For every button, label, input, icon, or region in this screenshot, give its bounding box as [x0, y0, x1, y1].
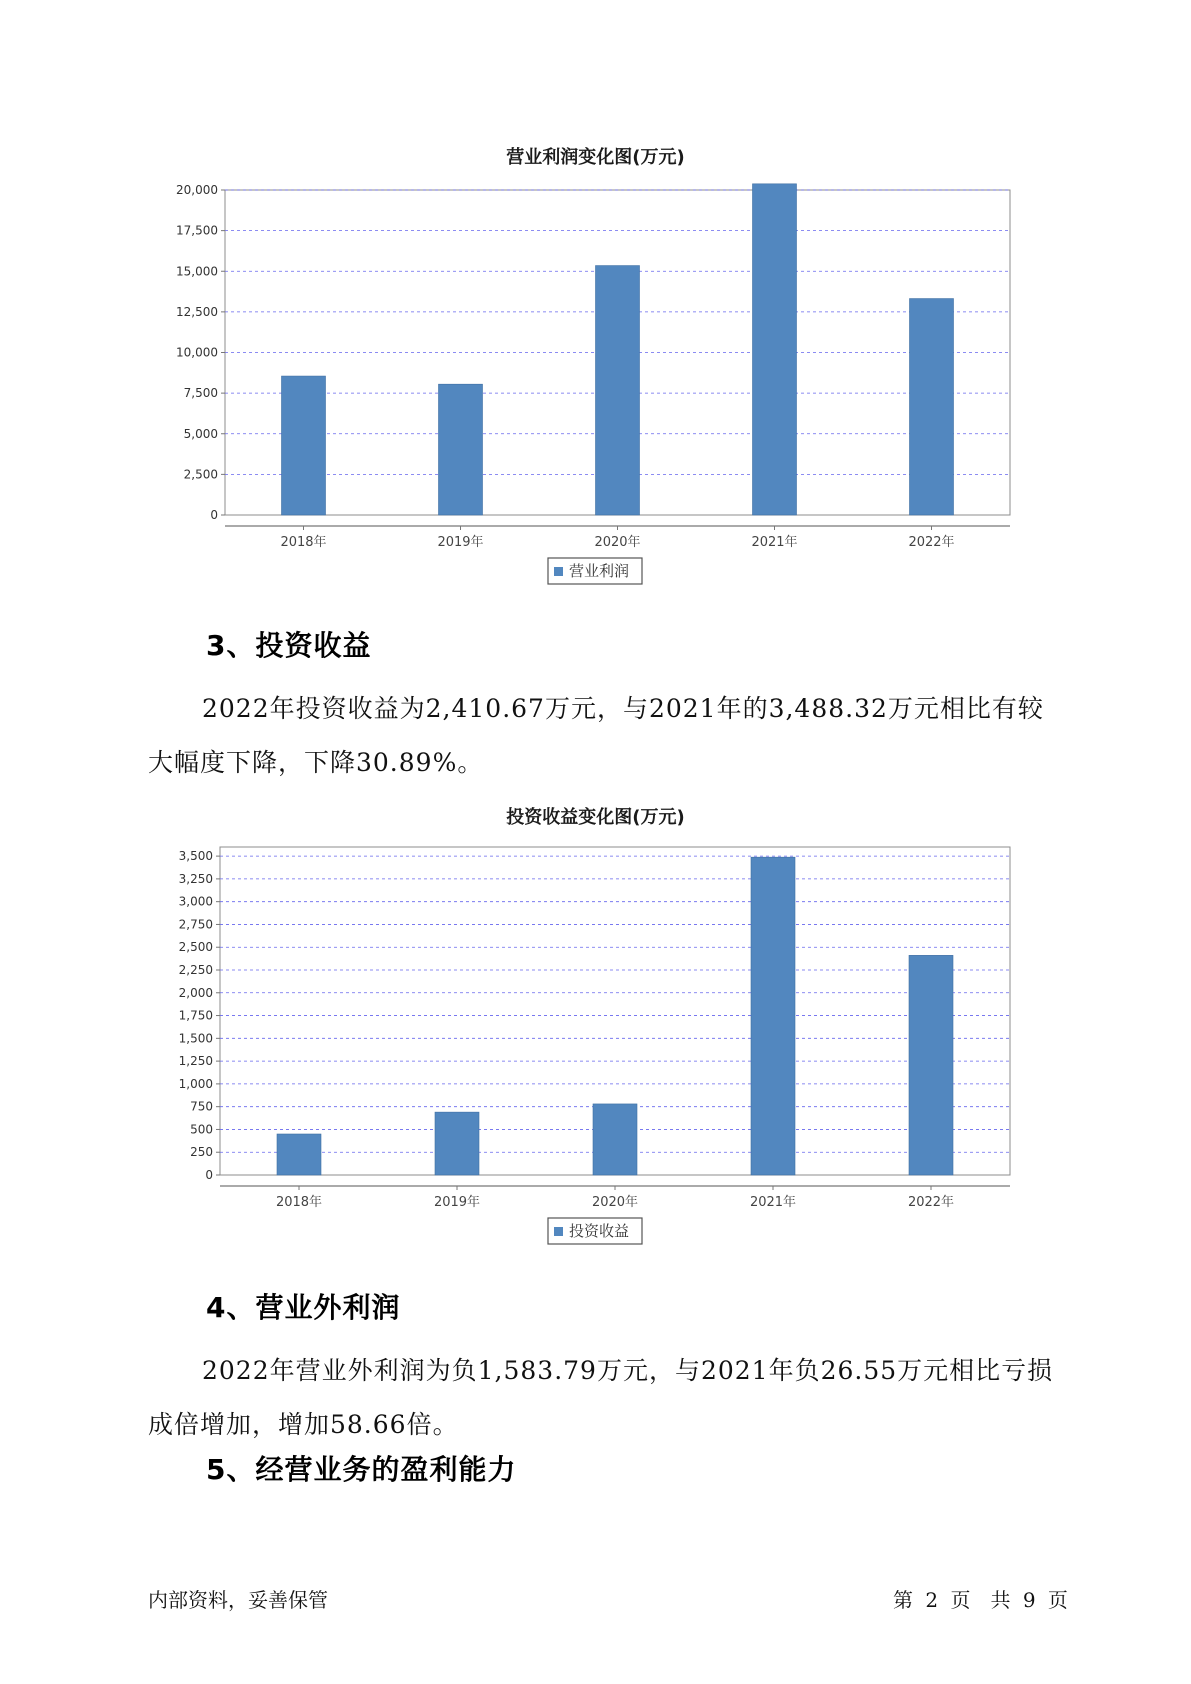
y-tick-label: 500	[190, 1122, 213, 1137]
y-tick-label: 1,500	[178, 1031, 213, 1046]
y-tick-label: 12,500	[176, 304, 218, 319]
non-operating-profit-paragraph: 2022年营业外利润为负1,583.79万元，与2021年负26.55万元相比亏损成倍增加，增加58.66倍。	[148, 1356, 1054, 1439]
y-tick-label: 1,750	[178, 1008, 213, 1023]
y-tick-label: 3,000	[178, 894, 213, 909]
y-tick-label: 20,000	[176, 183, 218, 197]
page-mid: 页 共	[950, 1588, 1011, 1612]
y-tick-label: 750	[190, 1099, 213, 1114]
chart-title-investment-income: 投资收益变化图(万元)	[506, 807, 685, 828]
x-tick-label: 2022年	[908, 535, 955, 550]
total-pages: 9	[1022, 1588, 1036, 1612]
x-tick-label: 2021年	[751, 535, 798, 550]
page-prefix: 第	[893, 1588, 913, 1612]
legend-label: 投资收益	[569, 1222, 630, 1240]
y-tick-label: 3,500	[178, 849, 213, 864]
y-tick-label: 2,500	[183, 467, 218, 482]
y-tick-label: 2,750	[178, 917, 213, 932]
y-tick-label: 1,250	[178, 1054, 213, 1069]
x-tick-label: 2018年	[275, 1195, 323, 1210]
y-tick-label: 10,000	[176, 345, 218, 360]
legend-label: 营业利润	[569, 562, 630, 580]
bar-2019年	[439, 384, 483, 515]
y-tick-label: 17,500	[176, 223, 218, 238]
section-heading-profitability: 5、经营业务的盈利能力	[206, 1453, 517, 1486]
section-heading-non-operating-profit: 4、营业外利润	[206, 1291, 401, 1324]
bar-2020年	[593, 1104, 637, 1175]
bar-2018年	[282, 376, 326, 515]
y-tick-label: 0	[205, 1168, 213, 1182]
bar-2019年	[435, 1112, 479, 1175]
x-tick-label: 2019年	[437, 535, 484, 550]
chart-title-operating-profit: 营业利润变化图(万元)	[506, 147, 685, 168]
y-tick-label: 250	[190, 1145, 213, 1160]
y-tick-label: 0	[210, 508, 218, 522]
y-tick-label: 3,250	[178, 871, 213, 886]
y-tick-label: 15,000	[176, 264, 218, 279]
y-tick-label: 2,000	[178, 985, 213, 1000]
bar-2018年	[277, 1134, 321, 1175]
x-tick-label: 2022年	[907, 1195, 955, 1210]
footer-page-info	[893, 1584, 1074, 1613]
x-tick-label: 2020年	[591, 1195, 639, 1210]
y-tick-label: 2,500	[178, 940, 213, 955]
section-heading-investment-income: 3、投资收益	[206, 629, 372, 662]
y-tick-label: 2,250	[178, 963, 213, 977]
investment-income-chart	[0, 830, 1191, 1240]
investment-income-paragraph: 2022年投资收益为2,410.67万元，与2021年的3,488.32万元相比有较大幅度下降，下降30.89%。	[148, 694, 1044, 777]
bar-2021年	[753, 184, 797, 515]
page-number: 2	[925, 1588, 939, 1612]
y-tick-label: 7,500	[183, 386, 218, 401]
page-suffix: 页	[1047, 1588, 1068, 1612]
legend-swatch	[554, 567, 563, 576]
y-tick-label: 1,000	[178, 1076, 213, 1091]
bar-2022年	[909, 955, 953, 1175]
bar-2022年	[910, 299, 954, 515]
x-tick-label: 2020年	[594, 535, 641, 550]
legend-swatch	[554, 1227, 563, 1236]
bar-2021年	[751, 857, 795, 1175]
y-tick-label: 5,000	[183, 426, 218, 441]
bar-2020年	[596, 266, 640, 515]
x-tick-label: 2021年	[749, 1195, 797, 1210]
x-tick-label: 2018年	[280, 535, 327, 550]
operating-profit-chart	[0, 170, 1191, 610]
x-tick-label: 2019年	[433, 1195, 481, 1210]
footer-confidential-note: 内部资料，妥善保管	[148, 1588, 328, 1612]
